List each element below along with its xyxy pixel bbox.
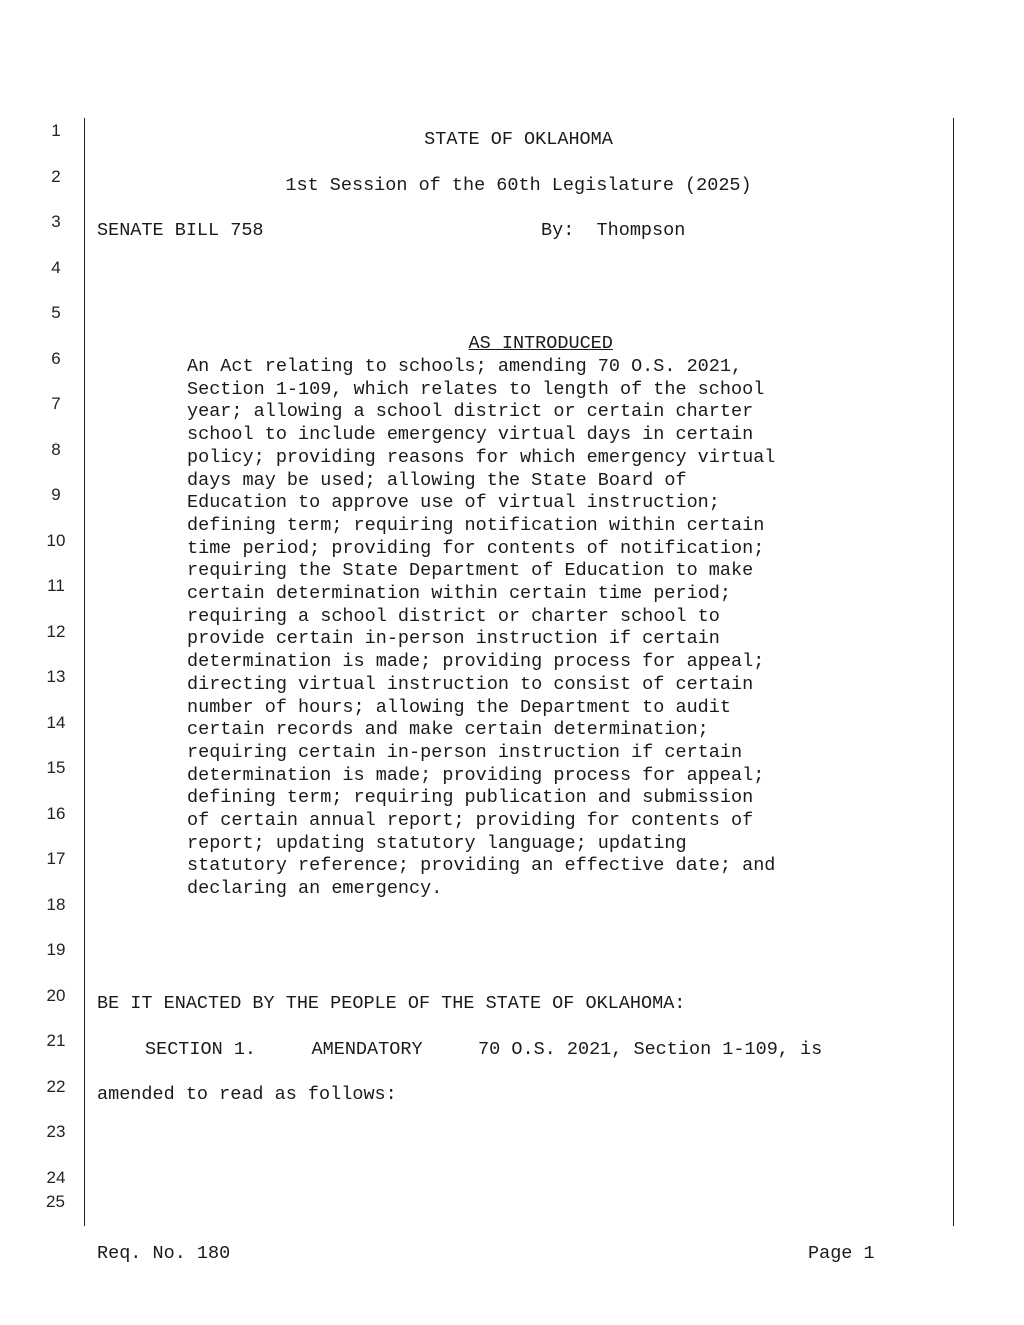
line-number: 7 — [51, 394, 61, 413]
abstract-line: determination is made; providing process for appeal; — [187, 764, 765, 786]
state-heading: STATE OF OKLAHOMA — [424, 129, 613, 150]
abstract-line: certain determination within certain time period; — [187, 583, 731, 605]
abstract-line: school to include emergency virtual days in certain — [187, 424, 754, 446]
bill-author: By: Thompson — [541, 220, 686, 241]
abstract-line: declaring an emergency. — [187, 878, 443, 900]
bill-number: SENATE BILL 758 — [97, 220, 264, 241]
enacting-clause: BE IT ENACTED BY THE PEOPLE OF THE STATE OF OKLAHOMA: — [97, 993, 686, 1014]
abstract-line: time period; providing for contents of notification; — [187, 537, 765, 559]
abstract-line: requiring a school district or charter school to — [187, 605, 720, 627]
line-number: 4 — [51, 257, 61, 277]
line-number: 9 — [51, 485, 61, 504]
abstract-line: Section 1-109, which relates to length of the school — [187, 378, 765, 400]
line-number: 8 — [51, 439, 61, 459]
line-number: 23 — [46, 1122, 66, 1141]
left-margin-rule — [84, 118, 85, 1226]
bill-abstract — [187, 356, 867, 901]
line-number: 18 — [46, 894, 66, 914]
line-number: 17 — [46, 849, 66, 868]
line-number: 21 — [46, 1031, 66, 1050]
abstract-line: directing virtual instruction to consist of certain — [187, 673, 754, 695]
line-number: 24 — [46, 1167, 66, 1187]
section-continuation: amended to read as follows: — [97, 1084, 397, 1105]
line-number: 6 — [51, 348, 61, 368]
session-heading: 1st Session of the 60th Legislature (2025) — [285, 175, 752, 196]
line-number: 2 — [51, 166, 61, 186]
abstract-line: of certain annual report; providing for contents of — [187, 810, 754, 832]
line-number: 12 — [46, 621, 66, 641]
line-number: 3 — [51, 212, 61, 231]
abstract-line: year; allowing a school district or certain charter — [187, 401, 754, 423]
abstract-line: statutory reference; providing an effective date; and — [187, 855, 776, 877]
page-number: Page 1 — [808, 1243, 875, 1264]
cut-off-line-number: 25 — [46, 1192, 65, 1211]
abstract-line: certain records and make certain determination; — [187, 719, 709, 741]
abstract-line: defining term; requiring notification within certain — [187, 514, 765, 536]
abstract-line: determination is made; providing process for appeal; — [187, 651, 765, 673]
abstract-line: requiring the State Department of Education to make — [187, 560, 754, 582]
abstract-line: provide certain in-person instruction if certain — [187, 628, 720, 650]
abstract-line: defining term; requiring publication and submission — [187, 787, 754, 809]
line-number: 13 — [46, 667, 66, 686]
line-number: 5 — [51, 303, 61, 322]
abstract-line: number of hours; allowing the Department to audit — [187, 696, 731, 718]
right-margin-rule — [953, 118, 954, 1226]
line-number: 16 — [46, 803, 66, 823]
line-number: 14 — [46, 712, 66, 732]
abstract-line: Education to approve use of virtual instruction; — [187, 492, 720, 514]
status-heading: AS INTRODUCED — [468, 333, 613, 354]
abstract-line: policy; providing reasons for which emergency virtual — [187, 446, 776, 468]
line-number: 19 — [46, 940, 66, 959]
section-heading: SECTION 1. AMENDATORY 70 O.S. 2021, Section 1-109, is — [145, 1039, 823, 1060]
line-number: 22 — [46, 1076, 66, 1096]
line-number: 1 — [51, 121, 61, 140]
abstract-line: days may be used; allowing the State Board of — [187, 469, 687, 491]
abstract-line: report; updating statutory language; updating — [187, 832, 687, 854]
line-number: 15 — [46, 758, 66, 777]
line-number: 20 — [46, 985, 66, 1005]
line-number: 11 — [47, 576, 65, 595]
request-number: Req. No. 180 — [97, 1243, 231, 1264]
abstract-line: requiring certain in-person instruction if certain — [187, 741, 743, 763]
line-number: 10 — [46, 530, 66, 550]
abstract-line: An Act relating to schools; amending 70 O.S. 2021, — [187, 356, 743, 377]
